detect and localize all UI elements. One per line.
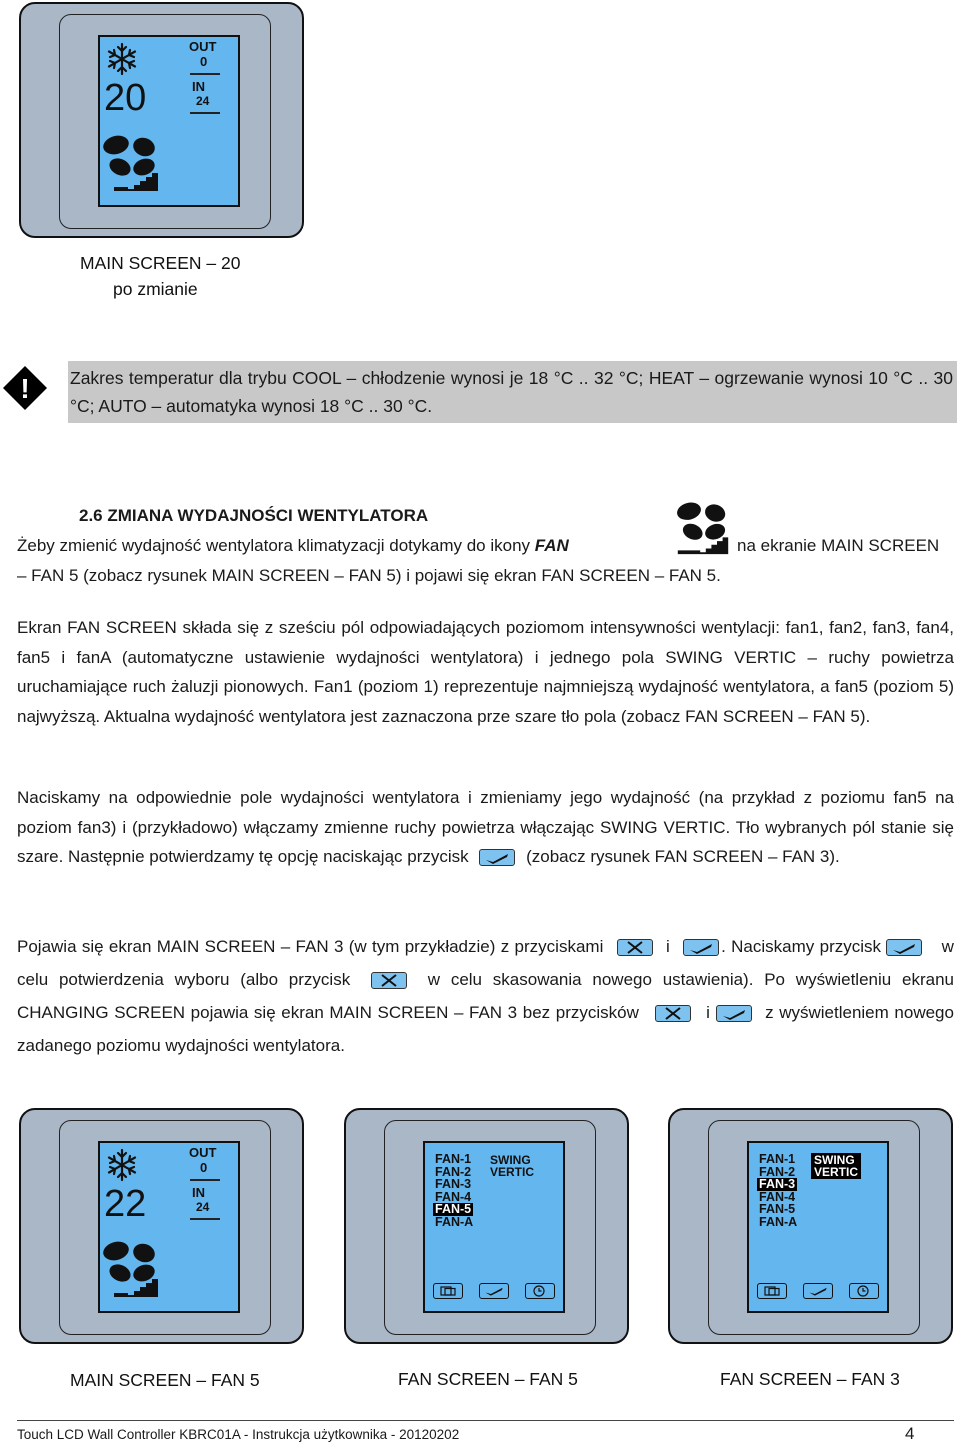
divider xyxy=(190,73,220,75)
fan-option-label: FAN-3 xyxy=(435,1177,472,1192)
p3-text-b: (zobacz rysunek FAN SCREEN – FAN 3). xyxy=(526,847,840,866)
paragraph-3 xyxy=(17,783,954,872)
caption-fan-screen-fan3: FAN SCREEN – FAN 3 xyxy=(720,1369,900,1389)
checkmark-icon xyxy=(890,941,918,954)
swing-vertic-toggle[interactable] xyxy=(811,1153,861,1179)
divider xyxy=(190,1218,220,1220)
paragraph-2: Ekran FAN SCREEN składa się z sześciu pól odpowiadających poziomom intensywności wentylacji: fan1, fan2, fan3, fan4, fan5 i fanA (automatyczne ustawienie wydajności wentylatora) i jednego pola SWING VERTIC – ruchy powietrza uruchamiające ruch żaluzji pionowych. Fan1 (poziom 1) reprezentuje najmniejszą wydajność wentylatora, a fan5 (poziom 5) najwyższą. Aktualna wydajność wentylatora jest zaznaczona prze szare tło pola (zobacz FAN SCREEN – FAN 5). xyxy=(17,618,954,726)
lcd-screen xyxy=(747,1141,889,1313)
in-label: IN xyxy=(192,1185,205,1200)
confirm-button-inline xyxy=(716,1005,752,1022)
checkmark-icon xyxy=(483,1285,505,1296)
screens-icon xyxy=(764,1286,780,1296)
vertic-label: VERTIC xyxy=(814,1165,859,1179)
p4-text-g: z wyświetleniem nowego zadanego poziomu wydajności wentylatora. xyxy=(17,1003,954,1055)
swing-label: SWING xyxy=(814,1153,855,1167)
warning-icon xyxy=(2,365,48,411)
fan-option-label: FAN-A xyxy=(759,1214,798,1229)
caption-main-screen-20-line2: po zmianie xyxy=(113,279,198,299)
confirm-button-inline xyxy=(886,939,922,956)
out-label: OUT xyxy=(189,1145,217,1160)
x-icon xyxy=(626,941,644,954)
x-icon xyxy=(380,974,398,987)
cancel-button-inline xyxy=(655,1005,691,1022)
confirm-button-inline xyxy=(683,939,719,956)
device-fan-screen-fan3 xyxy=(668,1108,953,1344)
p4-text-c: . Naciskamy przycisk xyxy=(721,937,882,956)
cancel-button-inline xyxy=(617,939,653,956)
confirm-button[interactable] xyxy=(803,1283,833,1299)
out-label: OUT xyxy=(189,39,217,54)
vertic-label: VERTIC xyxy=(490,1165,535,1179)
device-inner-frame xyxy=(59,1120,271,1335)
swing-vertic-toggle[interactable] xyxy=(487,1153,537,1179)
device-fan-screen-fan5 xyxy=(344,1108,629,1344)
swing-label: SWING xyxy=(490,1153,531,1167)
fan-option-label: FAN-1 xyxy=(435,1152,472,1166)
fan-option-label: FAN-5 xyxy=(435,1202,472,1217)
x-icon xyxy=(664,1007,682,1020)
screens-icon xyxy=(440,1286,456,1296)
mode-button[interactable] xyxy=(757,1283,787,1299)
p1-fan-word: FAN xyxy=(534,536,569,555)
device-inner-frame xyxy=(384,1120,596,1335)
p1-text-b: na ekranie MAIN SCREEN xyxy=(737,536,940,555)
p4-text-e: w celu skasowania nowego ustawienia). Po wyświetleniu ekranu CHANGING SCREEN pojawia się ekran MAIN SCREEN – FAN 3 bez przycisków xyxy=(17,970,954,1022)
checkmark-icon xyxy=(720,1007,748,1020)
checkmark-icon xyxy=(687,941,715,954)
p4-text-f: i xyxy=(706,1003,710,1022)
fan-option-label: FAN-4 xyxy=(759,1189,796,1204)
footer-divider xyxy=(17,1420,954,1421)
checkmark-icon xyxy=(483,851,511,864)
svg-text:!: ! xyxy=(20,373,30,404)
temperature-display: 20 xyxy=(104,77,147,119)
p1-text-c: – FAN 5 (zobacz rysunek MAIN SCREEN – FAN 5) i pojawi się ekran FAN SCREEN – FAN 5. xyxy=(17,566,721,585)
timer-button[interactable] xyxy=(525,1283,555,1299)
caption-main-screen-20-line1: MAIN SCREEN – 20 xyxy=(80,253,241,273)
fan-option-label: FAN-3 xyxy=(759,1177,796,1192)
fan-level-list xyxy=(435,1153,473,1229)
p1-text-a: Żeby zmienić wydajność wentylatora klimatyzacji dotykamy do ikony xyxy=(17,536,531,555)
fan-option-label: FAN-A xyxy=(435,1214,474,1229)
in-value: 24 xyxy=(196,1200,210,1214)
device-main-screen-fan5 xyxy=(19,1108,304,1344)
p3-text-a: Naciskamy na odpowiednie pole wydajności wentylatora i zmieniamy jego wydajność (na przykład z poziomu fan5 na poziom fan3) i (przykładowo) włączamy zmienne ruchy powietrza włączając SWING VERTIC. Tło wybranych pól stanie się szare. Następnie potwierdzamy tę opcję naciskając przycisk xyxy=(17,788,954,866)
device-inner-frame xyxy=(708,1120,920,1335)
caption-fan-screen-fan5: FAN SCREEN – FAN 5 xyxy=(398,1369,578,1389)
device-main-screen-20 xyxy=(19,2,304,238)
fan-option-label: FAN-2 xyxy=(435,1164,472,1179)
p4-text-a: Pojawia się ekran MAIN SCREEN – FAN 3 (w tym przykładzie) z przyciskami xyxy=(17,937,604,956)
confirm-button[interactable] xyxy=(479,1283,509,1299)
warning-box xyxy=(68,361,957,423)
timer-button[interactable] xyxy=(849,1283,879,1299)
footer-text: Touch LCD Wall Controller KBRC01A - Instrukcja użytkownika - 20120202 xyxy=(17,1427,460,1442)
page-number: 4 xyxy=(905,1424,915,1443)
confirm-button-inline xyxy=(479,849,515,866)
lcd-screen xyxy=(423,1141,565,1313)
fan-option-label: FAN-4 xyxy=(435,1189,472,1204)
checkmark-icon xyxy=(807,1285,829,1296)
lcd-screen xyxy=(98,1141,240,1313)
in-label: IN xyxy=(192,79,205,94)
fan-level-list xyxy=(759,1153,797,1229)
caption-main-screen-fan5: MAIN SCREEN – FAN 5 xyxy=(70,1370,260,1390)
fan-option[interactable] xyxy=(435,1216,473,1229)
snowflake-icon xyxy=(104,1147,140,1183)
out-value: 0 xyxy=(200,1160,208,1175)
divider xyxy=(190,1179,220,1181)
divider xyxy=(190,112,220,114)
p4-text-b: i xyxy=(666,937,670,956)
lcd-screen xyxy=(98,35,240,207)
out-value: 0 xyxy=(200,54,208,69)
fan-icon[interactable] xyxy=(100,1239,162,1299)
fan-option-label: FAN-2 xyxy=(759,1164,796,1179)
cancel-button-inline xyxy=(371,972,407,989)
in-value: 24 xyxy=(196,94,210,108)
fan-icon[interactable] xyxy=(100,133,162,193)
snowflake-icon xyxy=(104,41,140,77)
p4-text-d: w celu potwierdzenia wyboru (albo przycisk xyxy=(17,937,954,989)
temperature-display: 22 xyxy=(104,1183,147,1225)
mode-button[interactable] xyxy=(433,1283,463,1299)
fan-icon xyxy=(673,500,733,556)
device-inner-frame xyxy=(59,14,271,229)
clock-icon xyxy=(857,1285,869,1297)
fan-option-label: FAN-5 xyxy=(759,1202,796,1217)
fan-option-label: FAN-1 xyxy=(759,1152,796,1166)
clock-icon xyxy=(533,1285,545,1297)
paragraph-4 xyxy=(17,930,954,1062)
fan-option[interactable] xyxy=(759,1216,797,1229)
section-heading: 2.6 ZMIANA WYDAJNOŚCI WENTYLATORA xyxy=(79,506,429,525)
warning-text: Zakres temperatur dla trybu COOL – chłodzenie wynosi je 18 °C .. 32 °C; HEAT – ogrzewanie wynosi 10 °C .. 30 °C; AUTO – automatyka wynosi 18 °C .. 30 °C. xyxy=(70,368,953,416)
